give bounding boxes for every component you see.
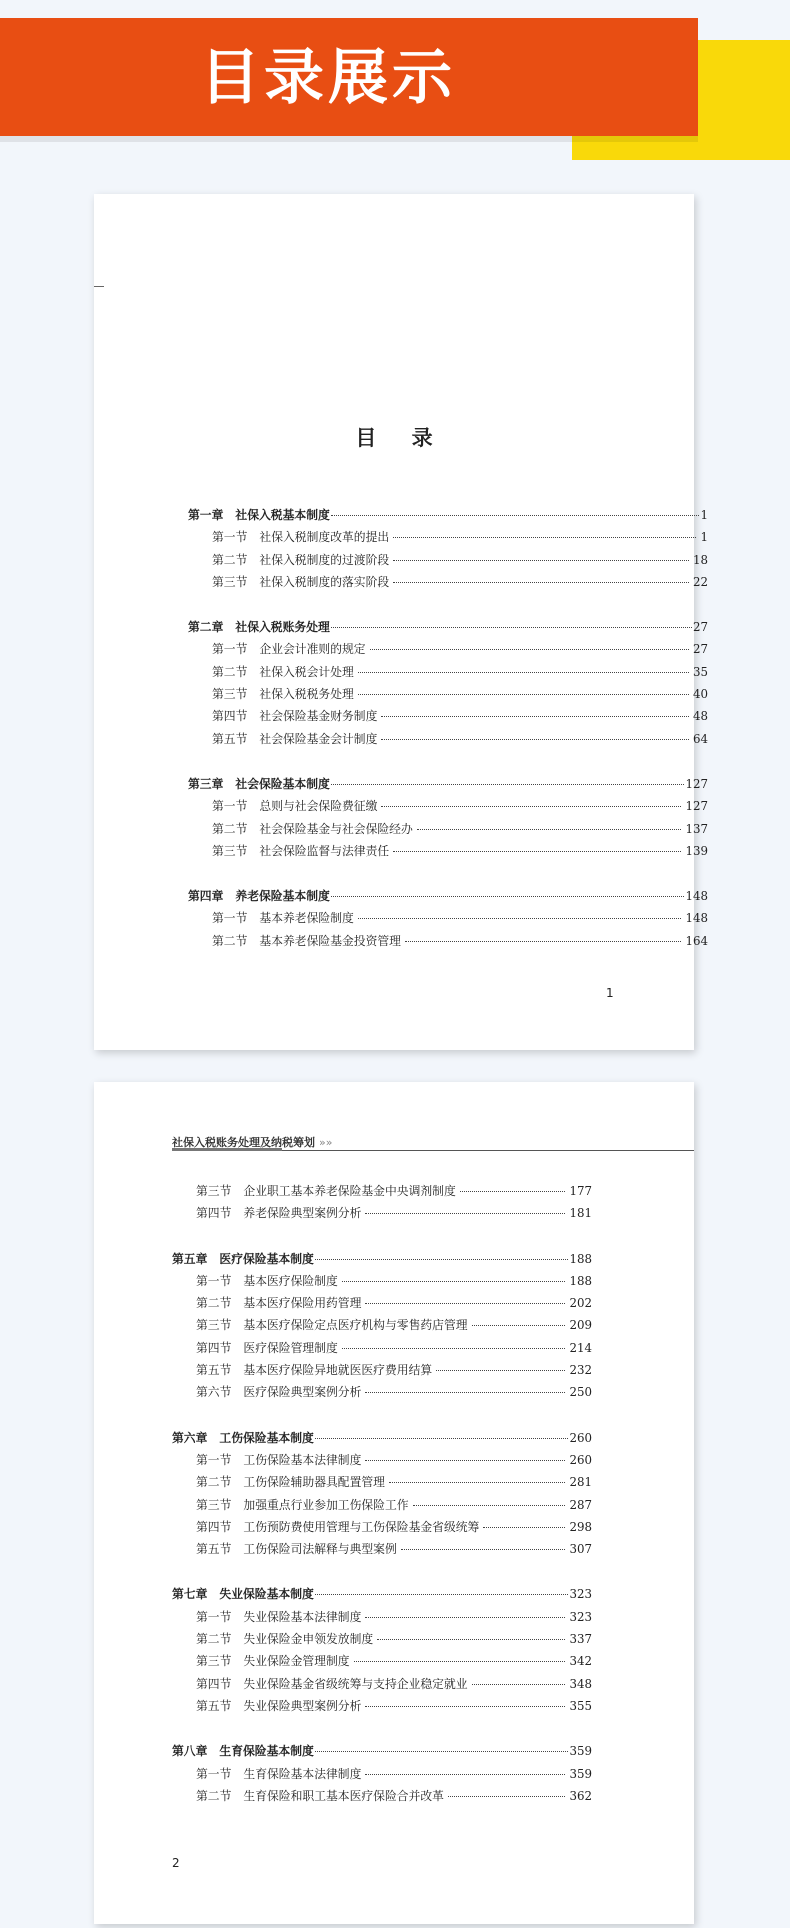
running-head-accent bbox=[172, 1148, 282, 1151]
toc-spacer bbox=[188, 595, 708, 618]
entry-page-number: 188 bbox=[569, 1273, 592, 1288]
entry-label: 第一节 bbox=[196, 1609, 232, 1624]
dot-leader bbox=[436, 1370, 565, 1371]
entry-page-number: 298 bbox=[569, 1519, 592, 1534]
entry-label: 第一节 bbox=[212, 530, 248, 545]
entry-label: 第一节 bbox=[196, 1766, 232, 1781]
entry-title: 失业保险典型案例分析 bbox=[243, 1698, 362, 1713]
entry-title: 社保入税基本制度 bbox=[235, 508, 330, 522]
entry-page-number: 209 bbox=[569, 1318, 592, 1333]
entry-page-number: 164 bbox=[685, 933, 708, 948]
toc-section-entry bbox=[172, 1675, 592, 1697]
entry-page-number: 181 bbox=[569, 1206, 592, 1221]
entry-title: 基本医疗保险制度 bbox=[243, 1273, 338, 1288]
entry-title: 企业职工基本养老保险基金中央调剂制度 bbox=[243, 1184, 456, 1198]
toc-section-entry bbox=[188, 640, 708, 662]
dot-leader bbox=[389, 1482, 565, 1483]
page-number: 1 bbox=[606, 986, 614, 1000]
entry-page-number: 359 bbox=[569, 1766, 592, 1781]
entry-label: 第三节 bbox=[196, 1318, 232, 1333]
dot-leader bbox=[331, 627, 692, 628]
toc-chapter-entry bbox=[188, 775, 708, 797]
entry-label: 第一章 bbox=[188, 508, 224, 522]
entry-page-number: 48 bbox=[692, 709, 708, 724]
dot-leader bbox=[413, 1505, 566, 1506]
entry-title: 失业保险金申领发放制度 bbox=[243, 1632, 374, 1647]
dot-leader bbox=[393, 582, 689, 583]
dot-leader bbox=[358, 918, 682, 919]
toc-chapter-entry bbox=[188, 506, 708, 528]
entry-page-number: 127 bbox=[685, 776, 708, 791]
toc-section-entry bbox=[188, 573, 708, 595]
toc-list bbox=[188, 506, 708, 954]
dot-leader bbox=[365, 1617, 565, 1618]
toc-chapter-entry bbox=[172, 1429, 592, 1451]
toc-page-1 bbox=[94, 194, 708, 1050]
entry-label: 第七章 bbox=[172, 1587, 208, 1602]
dot-leader bbox=[315, 1594, 569, 1595]
dot-leader bbox=[472, 1684, 566, 1685]
entry-page-number: 139 bbox=[685, 843, 708, 858]
entry-page-number: 148 bbox=[685, 911, 708, 926]
dot-leader bbox=[381, 739, 689, 740]
entry-label: 第三节 bbox=[196, 1184, 232, 1198]
dot-leader bbox=[315, 1438, 569, 1439]
entry-title: 基本养老保险制度 bbox=[259, 911, 354, 926]
entry-title: 生育保险基本法律制度 bbox=[243, 1766, 362, 1781]
entry-label: 第一节 bbox=[196, 1452, 232, 1467]
entry-page-number: 127 bbox=[685, 799, 708, 814]
entry-label: 第二章 bbox=[188, 620, 224, 635]
toc-section-entry bbox=[172, 1518, 592, 1540]
entry-title: 医疗保险管理制度 bbox=[243, 1340, 338, 1355]
dot-leader bbox=[393, 560, 689, 561]
entry-page-number: 18 bbox=[692, 552, 708, 567]
entry-label: 第四节 bbox=[212, 709, 248, 724]
entry-page-number: 281 bbox=[569, 1475, 592, 1490]
entry-title: 工伤保险司法解释与典型案例 bbox=[243, 1542, 397, 1557]
entry-label: 第三节 bbox=[196, 1654, 232, 1669]
entry-label: 第二节 bbox=[212, 664, 248, 679]
entry-title: 社保入税账务处理 bbox=[235, 620, 330, 635]
toc-section-entry bbox=[188, 909, 708, 931]
toc-chapter-entry bbox=[172, 1250, 592, 1272]
entry-page-number: 359 bbox=[569, 1744, 592, 1759]
entry-title: 医疗保险基本制度 bbox=[219, 1251, 314, 1266]
toc-section-entry bbox=[172, 1630, 592, 1652]
entry-title: 社会保险基本制度 bbox=[235, 776, 330, 791]
dot-leader bbox=[483, 1527, 565, 1528]
entry-title: 社会保险基金会计制度 bbox=[259, 731, 378, 746]
toc-spacer bbox=[188, 864, 708, 887]
entry-label: 第五章 bbox=[172, 1251, 208, 1266]
entry-title: 工伤预防费使用管理与工伤保险基金省级统筹 bbox=[243, 1519, 480, 1534]
entry-label: 第二节 bbox=[212, 821, 248, 836]
entry-label: 第一节 bbox=[196, 1273, 232, 1288]
entry-label: 第五节 bbox=[196, 1363, 232, 1378]
entry-title: 社保入税制度改革的提出 bbox=[259, 530, 390, 545]
entry-label: 第一节 bbox=[212, 799, 248, 814]
entry-title: 工伤保险辅助器具配置管理 bbox=[243, 1475, 385, 1490]
dot-leader bbox=[393, 537, 696, 538]
entry-label: 第二节 bbox=[196, 1475, 232, 1490]
dot-leader bbox=[342, 1281, 566, 1282]
banner bbox=[0, 18, 698, 136]
toc-section-entry bbox=[172, 1787, 592, 1809]
toc-section-entry bbox=[172, 1339, 592, 1361]
entry-title: 加强重点行业参加工伤保险工作 bbox=[243, 1497, 409, 1512]
entry-title: 失业保险基金省级统筹与支持企业稳定就业 bbox=[243, 1676, 468, 1691]
entry-page-number: 232 bbox=[569, 1363, 592, 1378]
entry-label: 第一节 bbox=[212, 911, 248, 926]
toc-spacer bbox=[188, 752, 708, 775]
entry-title: 生育保险基本制度 bbox=[219, 1744, 314, 1759]
banner-title: 目录展示 bbox=[200, 43, 456, 113]
toc-chapter-entry bbox=[172, 1742, 592, 1764]
entry-page-number: 214 bbox=[569, 1340, 592, 1355]
entry-label: 第四节 bbox=[196, 1676, 232, 1691]
entry-label: 第二节 bbox=[196, 1296, 232, 1311]
toc-spacer bbox=[172, 1562, 592, 1585]
entry-label: 第四节 bbox=[196, 1340, 232, 1355]
entry-page-number: 260 bbox=[569, 1452, 592, 1467]
entry-label: 第四章 bbox=[188, 889, 224, 904]
toc-section-entry bbox=[188, 842, 708, 864]
crop-mark bbox=[94, 286, 104, 287]
entry-page-number: 323 bbox=[569, 1609, 592, 1624]
dot-leader bbox=[365, 1303, 565, 1304]
dot-leader bbox=[393, 851, 681, 852]
entry-page-number: 27 bbox=[692, 620, 708, 635]
entry-page-number: 137 bbox=[685, 821, 708, 836]
dot-leader bbox=[472, 1325, 566, 1326]
entry-title: 企业会计准则的规定 bbox=[259, 642, 366, 657]
entry-page-number: 1 bbox=[700, 530, 708, 545]
entry-page-number: 148 bbox=[685, 889, 708, 904]
entry-page-number: 22 bbox=[692, 574, 708, 589]
toc-spacer bbox=[172, 1719, 592, 1742]
entry-label: 第四节 bbox=[196, 1206, 232, 1221]
dot-leader bbox=[405, 941, 681, 942]
entry-title: 失业保险基本制度 bbox=[219, 1587, 314, 1602]
entry-page-number: 362 bbox=[569, 1788, 592, 1803]
entry-page-number: 307 bbox=[569, 1542, 592, 1557]
toc-section-entry bbox=[188, 932, 708, 954]
dot-leader bbox=[342, 1348, 566, 1349]
dot-leader bbox=[448, 1796, 566, 1797]
dot-leader bbox=[315, 1259, 569, 1260]
toc-section-entry bbox=[172, 1316, 592, 1338]
dot-leader bbox=[365, 1213, 565, 1214]
toc-section-entry bbox=[172, 1383, 592, 1405]
entry-page-number: 260 bbox=[569, 1430, 592, 1445]
toc-section-entry bbox=[188, 797, 708, 819]
dot-leader bbox=[365, 1706, 565, 1707]
toc-page-2 bbox=[94, 1082, 694, 1924]
toc-section-entry bbox=[172, 1272, 592, 1294]
entry-title: 社保入税会计处理 bbox=[259, 664, 354, 679]
entry-label: 第二节 bbox=[212, 933, 248, 948]
dot-leader bbox=[460, 1191, 566, 1192]
page-number: 2 bbox=[172, 1856, 180, 1870]
toc-section-entry bbox=[172, 1765, 592, 1787]
entry-page-number: 188 bbox=[569, 1251, 592, 1266]
entry-title: 医疗保险典型案例分析 bbox=[243, 1385, 362, 1400]
dot-leader bbox=[365, 1460, 565, 1461]
entry-title: 基本养老保险基金投资管理 bbox=[259, 933, 401, 948]
entry-title: 工伤保险基本法律制度 bbox=[243, 1452, 362, 1467]
dot-leader bbox=[401, 1549, 566, 1550]
entry-label: 第三节 bbox=[196, 1497, 232, 1512]
entry-title: 社保入税制度的过渡阶段 bbox=[259, 552, 390, 567]
toc-section-entry bbox=[188, 820, 708, 842]
dot-leader bbox=[370, 649, 689, 650]
toc-chapter-entry bbox=[188, 618, 708, 640]
entry-title: 养老保险基本制度 bbox=[235, 889, 330, 904]
dot-leader bbox=[331, 784, 685, 785]
entry-title: 基本医疗保险异地就医医疗费用结算 bbox=[243, 1363, 433, 1378]
toc-section-entry bbox=[172, 1361, 592, 1383]
entry-label: 第八章 bbox=[172, 1744, 208, 1759]
toc-section-entry bbox=[188, 551, 708, 573]
entry-title: 失业保险金管理制度 bbox=[243, 1654, 350, 1669]
entry-title: 总则与社会保险费征缴 bbox=[259, 799, 378, 814]
entry-label: 第三节 bbox=[212, 843, 248, 858]
entry-label: 第五节 bbox=[196, 1542, 232, 1557]
entry-title: 社保入税制度的落实阶段 bbox=[259, 574, 390, 589]
entry-page-number: 27 bbox=[692, 642, 708, 657]
toc-section-entry bbox=[172, 1473, 592, 1495]
entry-title: 社会保险基金财务制度 bbox=[259, 709, 378, 724]
entry-page-number: 177 bbox=[569, 1184, 592, 1198]
toc-section-entry bbox=[172, 1451, 592, 1473]
dot-leader bbox=[365, 1392, 565, 1393]
running-head-title: 社保入税账务处理及纳税筹划 bbox=[172, 1136, 315, 1149]
entry-page-number: 337 bbox=[569, 1632, 592, 1647]
toc-section-entry bbox=[172, 1652, 592, 1674]
entry-label: 第三章 bbox=[188, 776, 224, 791]
dot-leader bbox=[417, 829, 682, 830]
dot-leader bbox=[331, 896, 685, 897]
entry-label: 第六章 bbox=[172, 1430, 208, 1445]
dot-leader bbox=[381, 716, 689, 717]
entry-page-number: 287 bbox=[569, 1497, 592, 1512]
toc-section-entry bbox=[172, 1294, 592, 1316]
entry-title: 养老保险典型案例分析 bbox=[243, 1206, 362, 1221]
entry-label: 第二节 bbox=[212, 552, 248, 567]
entry-title: 基本医疗保险定点医疗机构与零售药店管理 bbox=[243, 1318, 468, 1333]
entry-label: 第四节 bbox=[196, 1519, 232, 1534]
entry-page-number: 35 bbox=[692, 664, 708, 679]
entry-label: 第三节 bbox=[212, 687, 248, 702]
entry-label: 第五节 bbox=[196, 1698, 232, 1713]
dot-leader bbox=[365, 1774, 565, 1775]
dot-leader bbox=[315, 1751, 569, 1752]
toc-spacer bbox=[172, 1227, 592, 1250]
running-head-arrows: »» bbox=[319, 1136, 333, 1149]
toc-section-entry bbox=[188, 528, 708, 550]
entry-title: 失业保险基本法律制度 bbox=[243, 1609, 362, 1624]
entry-page-number: 342 bbox=[569, 1654, 592, 1669]
entry-title: 生育保险和职工基本医疗保险合并改革 bbox=[243, 1788, 444, 1803]
toc-section-entry bbox=[172, 1204, 592, 1226]
entry-label: 第二节 bbox=[196, 1788, 232, 1803]
toc-section-entry bbox=[172, 1496, 592, 1518]
entry-page-number: 355 bbox=[569, 1698, 592, 1713]
dot-leader bbox=[358, 694, 689, 695]
entry-title: 社会保险监督与法律责任 bbox=[259, 843, 390, 858]
toc-section-entry bbox=[172, 1540, 592, 1562]
toc-section-entry bbox=[188, 663, 708, 685]
entry-page-number: 250 bbox=[569, 1385, 592, 1400]
entry-label: 第三节 bbox=[212, 574, 248, 589]
toc-chapter-entry bbox=[188, 887, 708, 909]
entry-title: 基本医疗保险用药管理 bbox=[243, 1296, 362, 1311]
entry-label: 第二节 bbox=[196, 1632, 232, 1647]
toc-chapter-entry bbox=[172, 1585, 592, 1607]
toc-section-entry bbox=[172, 1608, 592, 1630]
entry-page-number: 64 bbox=[692, 731, 708, 746]
toc-section-entry bbox=[188, 707, 708, 729]
toc-section-entry bbox=[188, 685, 708, 707]
dot-leader bbox=[358, 672, 689, 673]
entry-label: 第五节 bbox=[212, 731, 248, 746]
toc-section-entry bbox=[172, 1697, 592, 1719]
dot-leader bbox=[381, 806, 681, 807]
entry-label: 第一节 bbox=[212, 642, 248, 657]
entry-page-number: 1 bbox=[700, 508, 708, 522]
toc-heading: 目 录 bbox=[355, 426, 433, 450]
entry-page-number: 348 bbox=[569, 1676, 592, 1691]
dot-leader bbox=[377, 1639, 565, 1640]
toc-spacer bbox=[172, 1406, 592, 1429]
entry-page-number: 323 bbox=[569, 1587, 592, 1602]
entry-title: 社保入税税务处理 bbox=[259, 687, 354, 702]
dot-leader bbox=[354, 1661, 566, 1662]
entry-title: 社会保险基金与社会保险经办 bbox=[259, 821, 413, 836]
toc-section-entry bbox=[172, 1182, 592, 1204]
entry-title: 工伤保险基本制度 bbox=[219, 1430, 314, 1445]
entry-label: 第六节 bbox=[196, 1385, 232, 1400]
entry-page-number: 40 bbox=[692, 687, 708, 702]
entry-page-number: 202 bbox=[569, 1296, 592, 1311]
toc-section-entry bbox=[188, 730, 708, 752]
dot-leader bbox=[331, 515, 700, 516]
toc-list bbox=[172, 1182, 592, 1809]
